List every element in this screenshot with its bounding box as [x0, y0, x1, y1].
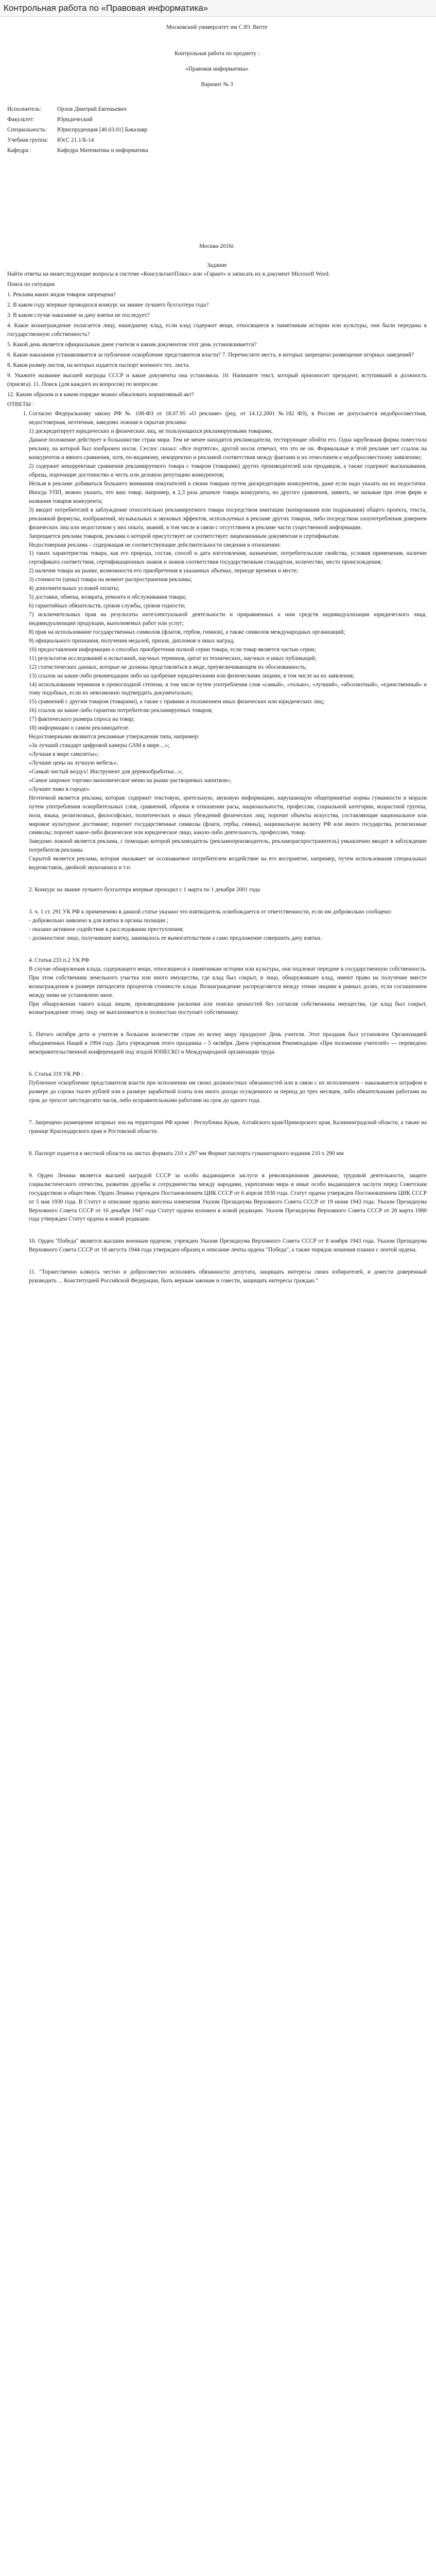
questions-section: [7, 280, 427, 399]
answer-paragraph: 7) исключительных прав на результаты интеллектуальной деятельности и приравненных к ним средств индивидуализации юридического лица, индивидуализации продукции, выполняемых работ или услуг;: [29, 612, 427, 626]
answer-paragraph: «Самое широкое торгово-экономическое меню на рынке растворимых напитков»;: [29, 777, 232, 784]
info-row-specialty: [7, 125, 150, 135]
answer-paragraph: «Лучшая в мире самолеты»;: [29, 751, 99, 757]
question-item: 4. Какое вознаграждение полагается лицу, нашедшему клад, если клад содержит вещи, относящиеся к памятникам истории или культуры, они были переданы в государственную собственность?: [7, 323, 427, 337]
info-label: Исполнитель:: [7, 106, 42, 112]
answer-paragraph: 13) ссылок на какие-либо рекомендации либо на одобрение юридическими или физическими лицами, в том числе на их заявления;: [29, 672, 355, 679]
answer-paragraph: Публичное оскорбление представителя власти при исполнении им своих должностных обязанностей или в связи с их исполнением - наказывается штрафом в размере до сорока тысяч рублей или в размере заработной платы или иного дохода осужденного за период до трех месяцев, либо обязательными работами на срок до трехсот шестидесяти часов, либо исправительными работами на срок до одного года.: [29, 1080, 427, 1104]
answers-label: ОТВЕТЫ :: [7, 401, 34, 408]
info-label: Специальность:: [7, 126, 47, 133]
city-year: Москва-2016г.: [199, 243, 235, 250]
answer-paragraph: 2. Конкурс на звание лучшего бухгалтера впервые проходил с 1 марта по 1 декабря 2001 года.: [29, 887, 261, 893]
answer-item: [29, 956, 427, 1018]
answer-item: [29, 1070, 427, 1105]
answer-paragraph: 3) вводит потребителей в заблуждение относительно рекламируемого товара посредством имитации (копирования или подражания) общего проекта, текста, рекламной формулы, изображений, музыкальных и звуковых эффектов, используемых в рекламе других товаров, либо посредством злоупотребления доверием физических лиц или недостатком у них опыта, знаний, в том числе в связи с отсутствием в рекламе части существенной информации.: [29, 506, 427, 531]
question-item: 5. Какой день является официальным днем учителя и каким документом этот день установливается?: [7, 341, 257, 348]
answer-paragraph: 5) доставки, обмена, возврата, ремонта и обслуживания товара;: [29, 594, 186, 601]
info-value: Орлов Дмитрий Евгеньевич: [57, 106, 127, 112]
answer-paragraph: Недостоверными являются рекламные утверждения типа, например:: [29, 734, 200, 740]
answer-paragraph: Неэтичной является реклама, которая: содержит текстовую, зрительную, звуковую информацию, нарушающую общепринятые нормы гуманности и морали путем употребления оскорбительных слов, сравнений, образов в отношении расы, национальности, профессии, социальной категории, возрастной группы, пола, языка, религиозных, философских, политических и иных убеждений физических лиц; порочит объекты искусства, составляющие национальное или мировое культурное достояние; порочит государственные символы (флаги, гербы, гимны), национальную валюту РФ или иного государства, религиозные символы; порочит какое-либо физическое или юридическое лицо, какую-либо деятельность, профессию, товар.: [29, 794, 427, 836]
answer-paragraph: 2) содержит некорректные сравнения рекламируемого товара с товаром (товарами) других производителей или продавцов, а также содержит высказывания, образы, порочащие достоинство и честь или деловую репутацию конкурентов;: [29, 463, 427, 478]
question-item: 12. Каким образом и в каком порядке можно обжаловать нормативный акт?: [7, 391, 194, 398]
answer-item: [29, 1149, 427, 1158]
answer-paragraph: 6) гарантийных обязательств, сроков службы, сроков годности;: [29, 603, 186, 609]
answer-item: [29, 1118, 427, 1136]
student-info-table: [7, 105, 150, 156]
task-heading: Задание: [207, 262, 227, 269]
answer-paragraph: Недостоверная реклама – содержащая не соответствующие действительности сведения в отношении:: [29, 541, 281, 548]
answer-paragraph: Запрещается реклама товаров, реклама о которой присутствует не соответствует лицензионным документам и сертификатам.: [29, 533, 340, 539]
answer-paragraph: 11. "Торжественно клянусь честно и добросовестно исполнять обязанности депутата, защищать интересы своих избирателей, и довести доверенный руководить ... Конституцией Российской Федерации, быть верным законам и совести, защищать интересы граждан.": [29, 1269, 427, 1284]
work-type: Контрольная работа по предмету :: [175, 50, 259, 57]
info-label: Факультет:: [7, 116, 34, 123]
answer-paragraph: Скрытой является реклама, которая оказывает не осознаваемое потребителем воздействие на его восприятие, например, путем использования специальных видеовставок, двойной звукозаписи и т.п.: [29, 856, 427, 871]
question-item: 6. Какие наказания устанавливается за публичное оскорбление представителя власти? 7. Перечислите места, в которых запрещено размещение игорных заведений?: [7, 351, 414, 358]
answer-paragraph: 11) результатов исследований и испытаний, научных терминов, цитат из технических, научных и иных публикаций;: [29, 655, 317, 662]
info-row-group: [7, 135, 150, 146]
document-title: Контрольная работа по «Правовая информатика»: [4, 3, 208, 13]
subject-name: «Правовая информатика»: [185, 65, 249, 72]
answer-paragraph: 18) информации о самом рекламодателе.: [29, 725, 130, 732]
info-label: Кафедра :: [7, 147, 31, 154]
document-body: [0, 17, 436, 1285]
answer-paragraph: 7. Запрещено размещение игорных зон на территории РФ кроме : Республика Крым, Алтайского края/Приморского края, Калининградской области, а также на границе Краснодарского края и Ростовской области.: [29, 1119, 427, 1134]
answer-paragraph: «Самый чистый воздух! Инструмент для деревообработки...»;: [29, 768, 183, 775]
info-row-executor: [7, 105, 150, 115]
answer-item: [29, 908, 427, 943]
info-label: Учебная группа:: [7, 137, 48, 143]
answer-paragraph: Нельзя в рекламе добиваться большего внимания покупателей к своим товарам путем дискредитации конкурентов, даже если надо указать на их недостатки. Иногда УПП, можно указать, что ваш товар, например, в 2,3 раза дешевле товара конкурента, но другого сравнения, заявить, не называя при этом фирм и названия товаров конкурента;: [29, 480, 427, 504]
answer-paragraph: 4) дополнительных условий оплаты;: [29, 585, 119, 592]
info-row-department: [7, 146, 150, 156]
answer-paragraph: - добровольно заявлено в для взятки в органы полиции ;: [29, 918, 168, 924]
question-item: 1. Реклама каких видов товаров запрещена?: [7, 292, 116, 298]
university-name: Московский университет им С.Ю. Витте: [166, 24, 268, 30]
answer-paragraph: 1) таких характеристик товара, как его природа, состав, способ и дата изготовления, назначение, потребительские свойства, условия применения, наличие сертификата соответствия, сертификационных знаков и знаков соответствия государственным стандартам, количество, место происхождения;: [29, 550, 427, 566]
variant-number: Вариант № 3: [201, 81, 233, 88]
answer-item: [29, 1237, 427, 1255]
answer-paragraph: 1. Согласно Федеральному закону РФ № 108-ФЗ от 18.07.95 «О рекламе» (ред. от 14.12.2001 №182 ФЗ), в России не допускается недобросовестная, недостоверная, неэтичная, заведомо ложная и скрытая реклама:: [29, 411, 427, 426]
answer-paragraph: 8) прав на использование государственных символов (флагов, гербов, гимнов), а также символов международных организаций;: [29, 629, 345, 635]
answer-paragraph: 9) официального признания, получения медалей, призов, дипломов и иных наград;: [29, 637, 235, 644]
info-value: Юриспруденция [40.03.01] Бакалавр: [57, 126, 148, 133]
info-value: Кафедра Математика и информатика: [57, 147, 148, 154]
answer-paragraph: 9. Орден Ленина является высшей наградой СССР за особо выдающиеся заслуги в революционном движении, трудовой деятельности, защите социалистического отечества, развитии дружбы и сотрудничества между народами, укреплении мира и иные особо выдающиеся заслуги перед Советским государством и обществом. Орден Ленина учрежден Постановлением ЦИК СССР от 6 апреля 1930 года. Статут ордена утвержден Постановлением ЦИК СССР от 5 мая 1930 года. В Статут и описание ордена внесены изменения Указом Президиума Верховного Совета СССР от 19 июня 1943 года. Указом Президиума Верховного Совета СССР от 16 декабря 1947 года Статут ордена изложен в новой редакции. Указом Президиума Верховного Совета СССР от 28 марта 1980 года утвержден Статут ордена в новой редакции.: [29, 1172, 427, 1223]
question-item: 9. Укажите название высшей награды СССР и какие документы она установила. 10. Напишите текст, который произносит президент, вступивший в должность (присяга). 11. Поиск (для каждого из вопросов) по вопросам:: [7, 372, 427, 387]
info-row-faculty: [7, 115, 150, 125]
answer-paragraph: 15) сравнений с другим товаром (товарами), а также с правами и положением иных физических или юридических лиц;: [29, 699, 324, 705]
answer-paragraph: 14) использования терминов в превосходной степени, в том числе путем употребления слов «самый», «только», «лучший», «абсолютный», «единственный» и тому подобных, если их невозможно подтвердить документально;: [29, 681, 427, 697]
answer-paragraph: 1) дискредитирует юридических и физических лиц, не пользующихся рекламируемыми товарами;: [29, 428, 273, 435]
answer-item: [29, 1030, 427, 1057]
task-text: Найти ответы на нижеследующие вопросы в системе «КонсультантПлюс» или «Гарант» и записать их в документ Microsoft Word.: [7, 271, 330, 278]
answer-paragraph: При обнаружении такого клада лицом, производившим раскопки или поиски ценностей без согласия собственника имущества, где клад был сокрыт, вознаграждение этому лицу не выплачивается и полностью поступает собственнику.: [29, 1001, 427, 1016]
answer-paragraph: 8. Паспорт издается в местной области на листах формата 210 х 297 мм Формат паспорта гуманитарного издания 210 х 290 мм: [29, 1150, 344, 1157]
question-item: 3. В каком случае наказание за дачу взятки не последует?: [7, 312, 150, 319]
answer-paragraph: Заведомо ложной является реклама, с помощью которой рекламодатель (рекламопроизводитель, рекламораспространитель) умышленно вводит в заблуждение потребителя рекламы.: [29, 838, 427, 854]
answer-paragraph: 16) ссылок на какие-либо гарантии потребителю рекламируемых товаров;: [29, 707, 213, 714]
answer-paragraph: «За лучший стандарт цифровой камеры GSM в мире....»;: [29, 742, 170, 749]
answer-item: [29, 886, 427, 894]
answer-paragraph: - должностное лицо, получившее взятку, занималось ее вымогательством а само предложение совершить дачу взятки.: [29, 935, 322, 941]
answer-paragraph: 4. Статья 233 п.2 УК РФ: [29, 957, 90, 963]
question-item: 2. В каком году впервые проводился конкурс на звание лучшего бухгалтера года?: [7, 302, 209, 309]
answer-paragraph: В случае обнаружения клада, содержащего вещи, относящиеся к памятникам истории или культуры, они подлежат передаче в государственную собственность. При этом собственник земельного участка или иного имущества, где клад был сокрыт, и лицо, обнаружившее клад, имеют право на получение вместе вознаграждения в размере пятидесяти процентов стоимости клада. Вознаграждение распределяется между этими лицами в равных долях, если соглашением между ними не установлено иное.: [29, 965, 427, 998]
answer-paragraph: Данное положение действует в большинстве стран мира. Тем не менее находятся рекламодатели, тестирующие обойти его. Одна зарубежная фирма поместила рекламу, на которой был изображен носок. Сеслос сказал: «Все портятся», другой носок отвечал, что это не он. Формальные в этой рекламе нет ссылок на конкурентов и явного сравнения, хотя, по-видимому, некорректно и рекламой соответствия между фактами и их отнесением к недобросовестному заявлению;: [29, 437, 427, 461]
answer-paragraph: 10) предоставления информации о способах приобретения полной серии товара, если товар является частью серии;: [29, 646, 316, 653]
answer-paragraph: 17) фактического размера спроса на товар;: [29, 716, 135, 723]
answer-paragraph: 3. ч. 1 ст. 291 УК РФ к применению в данной статье указано что взяткодатель освобождается от ответственности, если им добровольно сообщено:: [29, 909, 392, 916]
answer-paragraph: 10. Орден "Победа" является высшим военным орденом, учрежден Указом Президиума Верховного Совета СССР от 8 ноября 1943 года. Указом Президиума Верховного Совета СССР от 18 августа 1944 года утвержден образец и описание ленты ордена "Победа", а также порядок ношения планки с лентой ордена.: [29, 1238, 427, 1253]
section-heading: Поиск по ситуации: [7, 281, 55, 288]
answer-paragraph: 2) наличия товара на рынке, возможности его приобретения в указанных объемах, периоде времени и месте;: [29, 568, 299, 574]
answer-item: [29, 1172, 427, 1224]
answer-paragraph: «Лучшие цены на лучшую мебель»;: [29, 759, 118, 766]
answer-paragraph: 6. Статья 319 УК РФ :: [29, 1071, 83, 1078]
answer-item: [29, 410, 427, 872]
answer-paragraph: 5. Пятого октября дети и учителя в большом количестве стран по всему миру празднуют День учителя. Этот праздник был установлен Организацией объединенных Наций в 1994 году. Дата учреждения этого праздника – 5 октября. Днем учреждения Рекомендации «При положении учителей» — переведено межправительственной конференцией под эгидой ЮНЕСКО и Международной организации труда.: [29, 1031, 427, 1056]
answers-list: [7, 410, 427, 1285]
answer-paragraph: «Лучшее пиво в городе».: [29, 786, 91, 792]
answer-paragraph: 12) статистических данных, которые не должны представляться в виде, преувеличивающем их обоснованность;: [29, 664, 307, 670]
page-header: [0, 0, 436, 17]
answer-item: [29, 1268, 427, 1285]
answer-paragraph: 3) стоимости (цены) товара на момент распространения рекламы;: [29, 577, 193, 583]
answer-paragraph: - оказано активное содействие в расследовании преступления;: [29, 926, 184, 933]
question-item: 8. Каков размер листов, на которых издается паспорт военного тех. листа.: [7, 362, 190, 368]
info-value: Юридический: [57, 116, 93, 123]
info-value: ЮсС 21.1/Б-14: [57, 137, 94, 143]
